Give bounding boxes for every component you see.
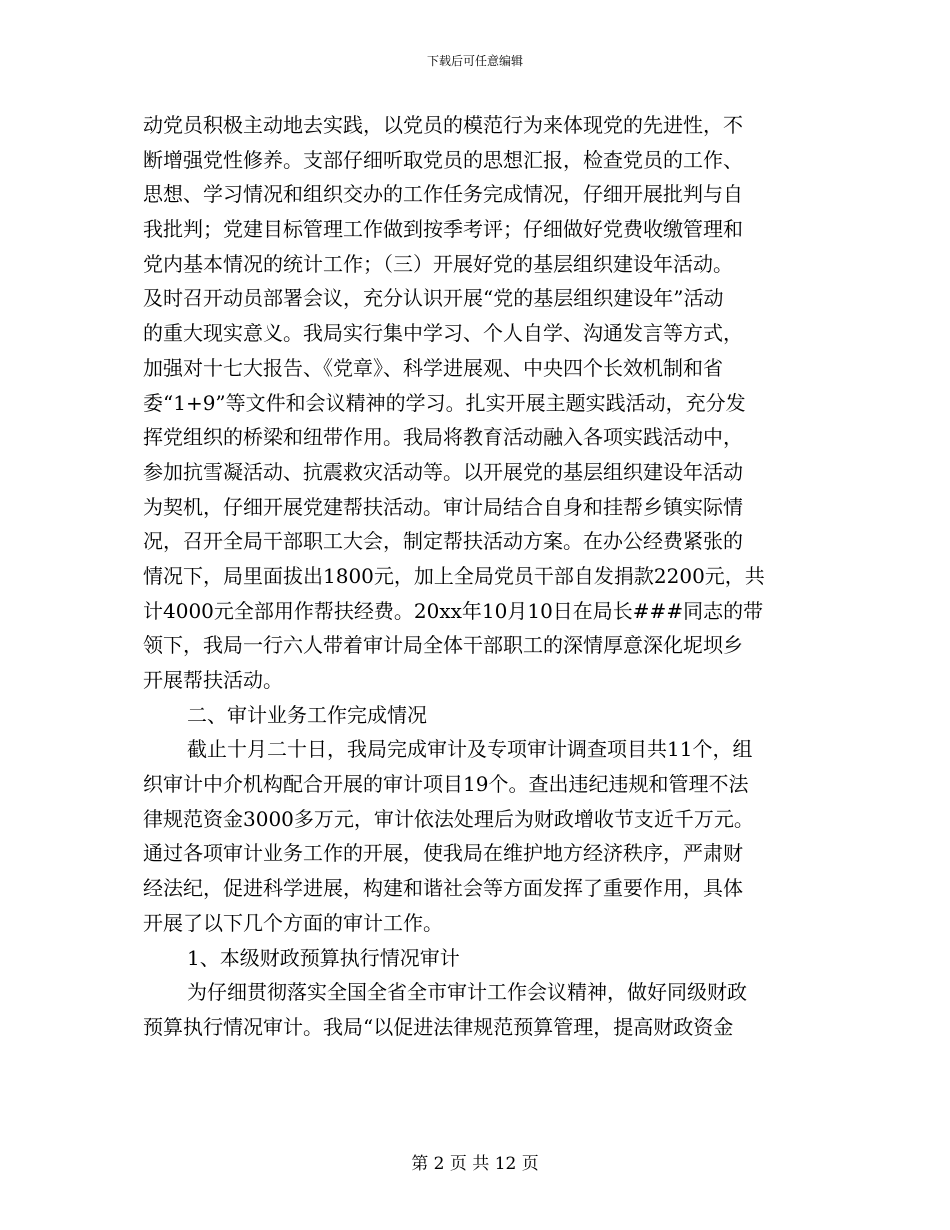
text-line: 通过各项审计业务工作的开展，使我局在维护地方经济秩序，严肃财 [143,841,743,866]
text-line: 截止十月二十日，我局完成审计及专项审计调查项目共11个，组 [187,737,753,762]
text-line: 思想、学习情况和组织交办的工作任务完成情况，仔细开展批判与自 [143,182,743,207]
text-line: 开展帮扶活动。 [143,668,283,692]
text-line: 加强对十七大报告、《党章》、科学进展观、中央四个长效机制和省 [143,355,723,380]
text-line: 开展了以下几个方面的审计工作。 [143,910,443,935]
text-line: 参加抗雪凝活动、抗震救灾活动等。以开展党的基层组织建设年活动 [143,459,743,484]
text-line: 委“1+9”等文件和会议精神的学习。扎实开展主题实践活动，充分发 [143,390,746,415]
page-number-footer: 第 2 页 共 12 页 [411,1154,539,1174]
text-line: 及时召开动员部署会议，充分认识开展“党的基层组织建设年”活动 [143,286,724,311]
text-line: 党内基本情况的统计工作；（三）开展好党的基层组织建设年活动。 [143,251,733,276]
text-line: 挥党组织的桥梁和纽带作用。我局将教育活动融入各项实践活动中， [143,425,743,450]
text-line: 况，召开全局干部职工大会，制定帮扶活动方案。在办公经费紧张的 [143,529,743,554]
text-line: 的重大现实意义。我局实行集中学习、个人自学、沟通发言等方式， [143,321,743,346]
text-line: 计4000元全部用作帮扶经费。20xx年10月10日在局长###同志的带 [143,598,764,623]
document-body [143,108,808,1045]
text-line: 为契机，仔细开展党建帮扶活动。审计局结合自身和挂帮乡镇实际情 [143,494,743,519]
text-line: 预算执行情况审计。我局“以促进法律规范预算管理，提高财政资金 [143,1014,734,1039]
text-line: 断增强党性修养。支部仔细听取党员的思想汇报，检查党员的工作、 [143,147,743,172]
text-line: 律规范资金3000多万元，审计依法处理后为财政增收节支近千万元。 [143,806,754,831]
subsection-heading: 1、本级财政预算执行情况审计 [187,945,460,970]
text-line: 经法纪，促进科学进展，构建和谐社会等方面发挥了重要作用，具体 [143,876,743,901]
page-header: 下载后可任意编辑 [426,54,523,68]
text-line: 领下，我局一行六人带着审计局全体干部职工的深情厚意深化坭坝乡 [143,633,743,658]
text-line: 动党员积极主动地去实践，以党员的模范行为来体现党的先进性，不 [143,113,743,137]
section-heading: 二、审计业务工作完成情况 [187,702,427,727]
text-line: 我批判；党建目标管理工作做到按季考评；仔细做好党费收缴管理和 [143,217,743,242]
text-line: 织审计中介机构配合开展的审计项目19个。查出违纪违规和管理不法 [143,772,749,797]
text-line: 为仔细贯彻落实全国全省全市审计工作会议精神，做好同级财政 [187,980,747,1005]
text-line: 情况下，局里面拔出1800元，加上全局党员干部自发捐款2200元，共 [143,563,765,588]
